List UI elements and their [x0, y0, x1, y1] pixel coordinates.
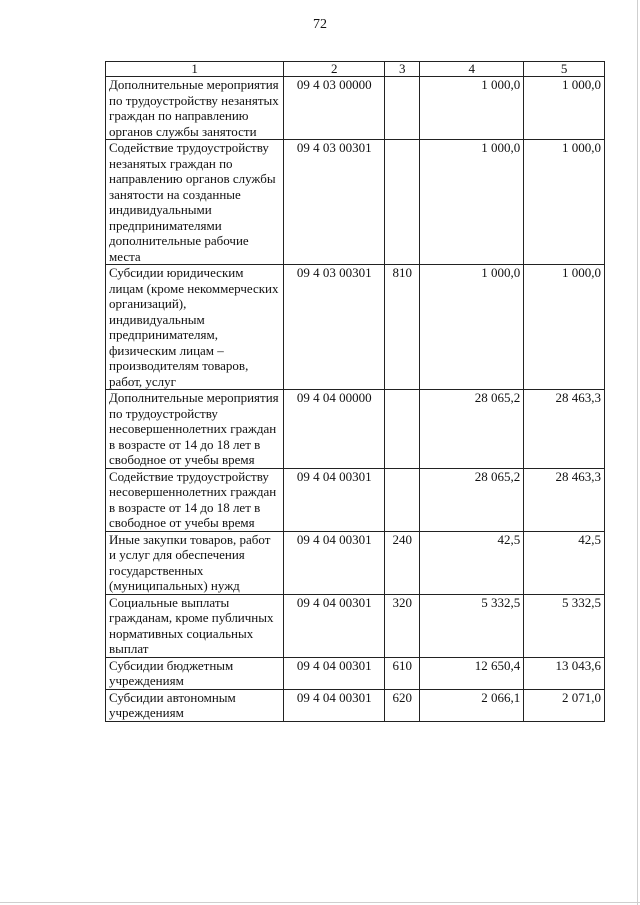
column-header-3: 3 — [385, 62, 420, 77]
row-sum-col5: 5 332,5 — [524, 594, 605, 657]
row-name: Субсидии бюджетным учреждениям — [106, 657, 284, 689]
row-sum-col5: 1 000,0 — [524, 265, 605, 390]
row-type — [385, 77, 420, 140]
row-code: 09 4 03 00301 — [284, 265, 385, 390]
row-type: 620 — [385, 689, 420, 721]
row-sum-col5: 28 463,3 — [524, 468, 605, 531]
table-row — [106, 594, 605, 657]
row-sum-col5: 1 000,0 — [524, 77, 605, 140]
row-code: 09 4 04 00000 — [284, 390, 385, 469]
row-name: Дополнительные мероприятия по трудоустройству несовершеннолетних граждан в возрасте от 14 до 18 лет в свободное от учебы время — [106, 390, 284, 469]
row-name: Иные закупки товаров, работ и услуг для обеспечения государственных (муниципальных) нужд — [106, 531, 284, 594]
row-sum-col4: 5 332,5 — [420, 594, 524, 657]
row-code: 09 4 04 00301 — [284, 594, 385, 657]
row-sum-col4: 1 000,0 — [420, 77, 524, 140]
row-type: 320 — [385, 594, 420, 657]
row-type — [385, 390, 420, 469]
table-row — [106, 468, 605, 531]
table-row — [106, 77, 605, 140]
row-sum-col4: 1 000,0 — [420, 140, 524, 265]
column-header-1: 1 — [106, 62, 284, 77]
row-sum-col5: 42,5 — [524, 531, 605, 594]
table-header-row — [106, 62, 605, 77]
row-type: 240 — [385, 531, 420, 594]
row-sum-col5: 1 000,0 — [524, 140, 605, 265]
row-type — [385, 140, 420, 265]
page-edge-bottom — [0, 902, 640, 903]
row-code: 09 4 03 00301 — [284, 140, 385, 265]
row-code: 09 4 04 00301 — [284, 531, 385, 594]
row-code: 09 4 04 00301 — [284, 468, 385, 531]
row-sum-col4: 12 650,4 — [420, 657, 524, 689]
row-code: 09 4 03 00000 — [284, 77, 385, 140]
row-sum-col4: 1 000,0 — [420, 265, 524, 390]
page-edge-right — [637, 0, 638, 905]
table-row — [106, 140, 605, 265]
row-name: Содействие трудоустройству несовершеннолетних граждан в возрасте от 14 до 18 лет в свободное от учебы время — [106, 468, 284, 531]
row-sum-col5: 28 463,3 — [524, 390, 605, 469]
budget-table — [105, 61, 605, 722]
table-row — [106, 265, 605, 390]
table-row — [106, 657, 605, 689]
row-sum-col4: 28 065,2 — [420, 390, 524, 469]
column-header-5: 5 — [524, 62, 605, 77]
column-header-4: 4 — [420, 62, 524, 77]
column-header-2: 2 — [284, 62, 385, 77]
row-sum-col4: 28 065,2 — [420, 468, 524, 531]
row-type — [385, 468, 420, 531]
table-row — [106, 531, 605, 594]
table-row — [106, 390, 605, 469]
row-sum-col4: 42,5 — [420, 531, 524, 594]
row-name: Дополнительные мероприятия по трудоустройству незанятых граждан по направлению органов службы занятости — [106, 77, 284, 140]
table-row — [106, 689, 605, 721]
row-sum-col5: 13 043,6 — [524, 657, 605, 689]
row-type: 610 — [385, 657, 420, 689]
row-name: Социальные выплаты гражданам, кроме публичных нормативных социальных выплат — [106, 594, 284, 657]
row-sum-col5: 2 071,0 — [524, 689, 605, 721]
row-type: 810 — [385, 265, 420, 390]
row-code: 09 4 04 00301 — [284, 689, 385, 721]
page-number: 72 — [313, 17, 327, 32]
row-code: 09 4 04 00301 — [284, 657, 385, 689]
row-name: Субсидии автономным учреждениям — [106, 689, 284, 721]
row-name: Содействие трудоустройству незанятых граждан по направлению органов службы занятости на созданные индивидуальными предпринимателями дополнительные рабочие места — [106, 140, 284, 265]
row-sum-col4: 2 066,1 — [420, 689, 524, 721]
row-name: Субсидии юридическим лицам (кроме некоммерческих организаций), индивидуальным предпринимателям, физическим лицам – производителям товаров, работ, услуг — [106, 265, 284, 390]
